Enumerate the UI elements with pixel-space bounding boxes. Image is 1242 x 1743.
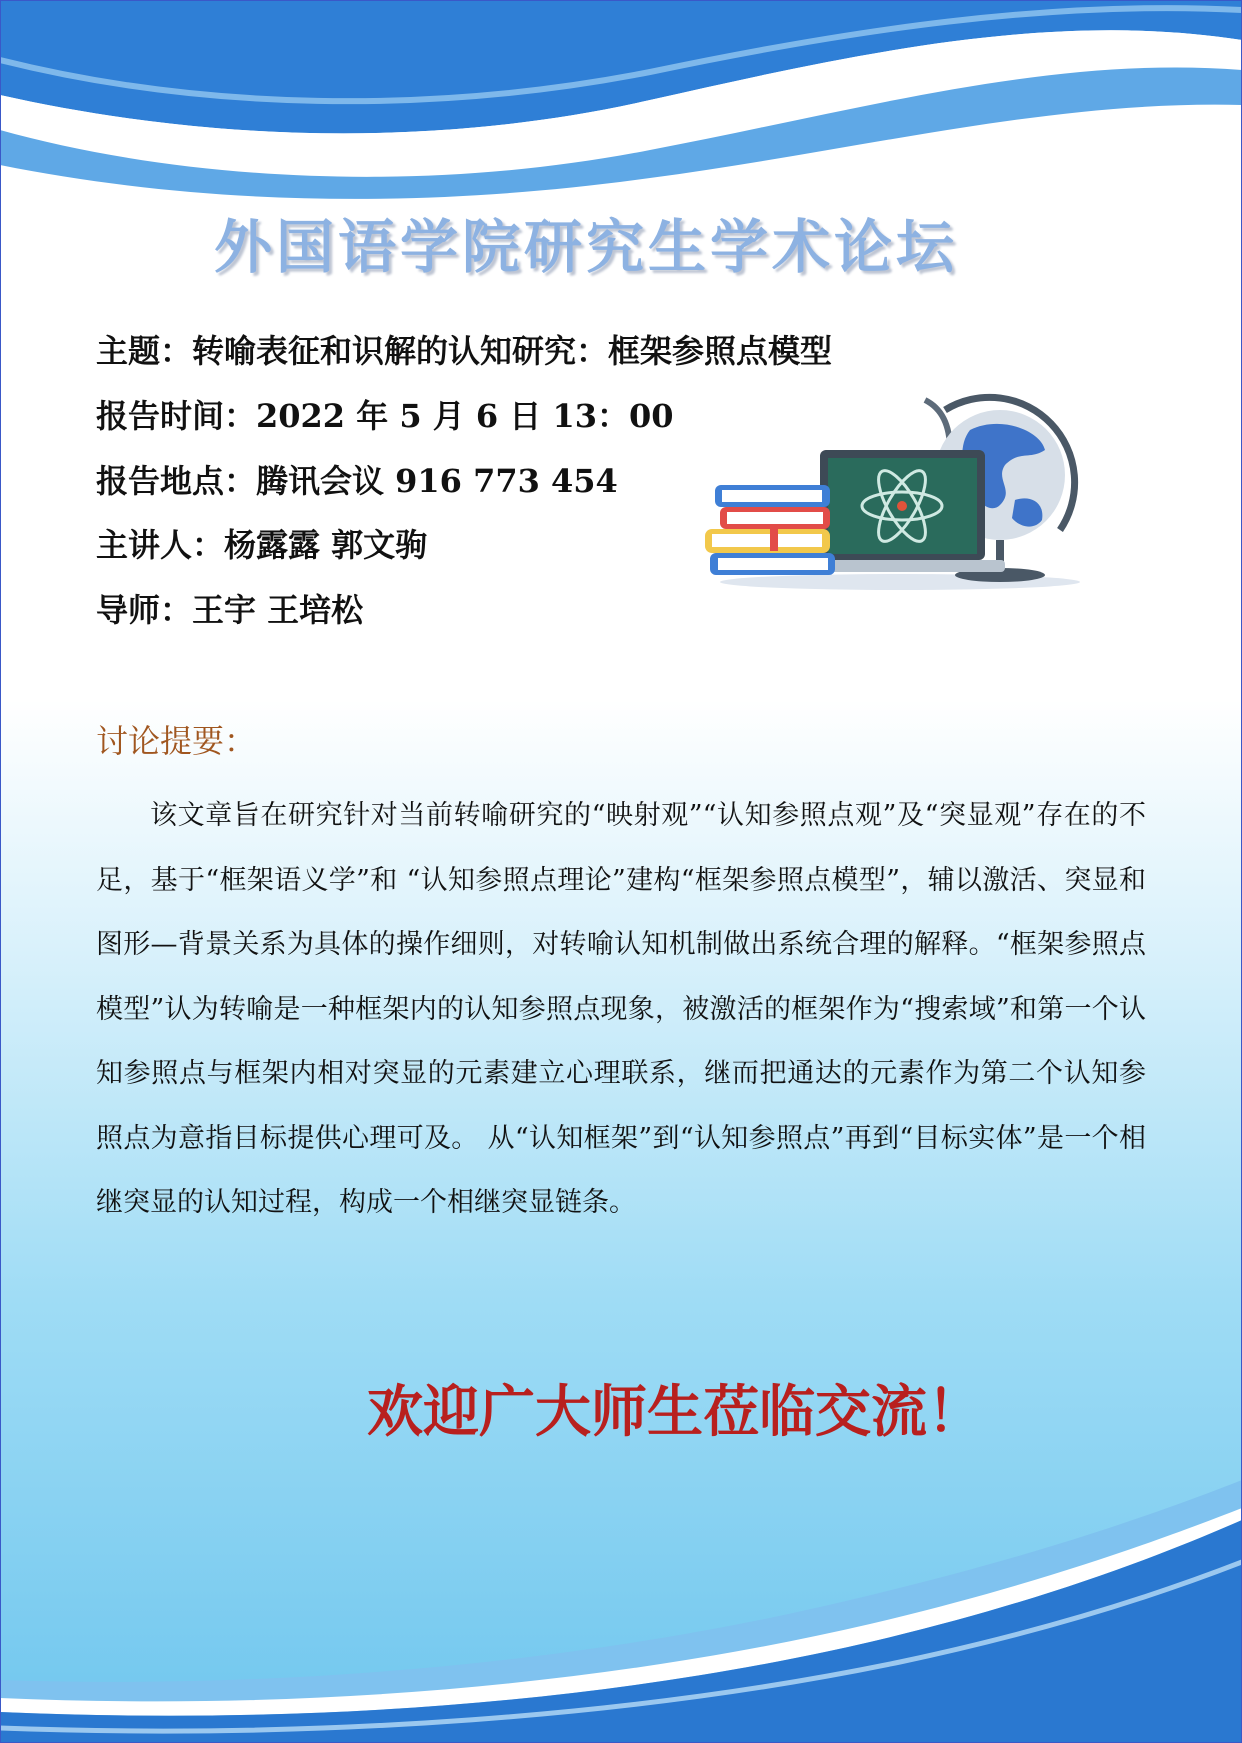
place-line: 报告地点：腾讯会议 916 773 454 xyxy=(96,462,618,500)
welcome-message: 欢迎广大师生莅临交流！ xyxy=(367,1379,983,1445)
summary-text: 该文章旨在研究针对当前转喻研究的“映射观”“认知参照点观”及“突显观”存在的不足，基于“框架语义学”和 “认知参照点理论”建构“框架参照点模型”，辅以激活、突显和图形—背景关系为具体的操作细则，对转喻认知机制做出系统合理的解释。“框架参照点模型”认为转喻是一种框架内的认知参照点现象，被激活的框架作为“搜索域”和第一个认知参照点与框架内相对突显的元素建立心理联系，继而把通达的元素作为第二个认知参照点为意指目标提供心理可及。 从“认知框架”到“认知参照点”再到“目标实体”是一个相继突显的认知过程，构成一个相继突显链条。 xyxy=(96,800,1146,1218)
summary-heading: 讨论提要： xyxy=(96,722,257,760)
speakers-line: 主讲人：杨露露 郭文驹 xyxy=(96,526,428,564)
topic-line: 主题：转喻表征和识解的认知研究：框架参照点模型 xyxy=(96,332,833,370)
advisors-line: 导师：王宇 王培松 xyxy=(96,591,364,629)
time-line: 报告时间：2022 年 5 月 6 日 13：00 xyxy=(96,397,674,435)
poster-title: 外国语学院研究生学术论坛 xyxy=(213,213,958,281)
books-icon xyxy=(705,485,835,575)
education-illustration xyxy=(700,390,1090,600)
